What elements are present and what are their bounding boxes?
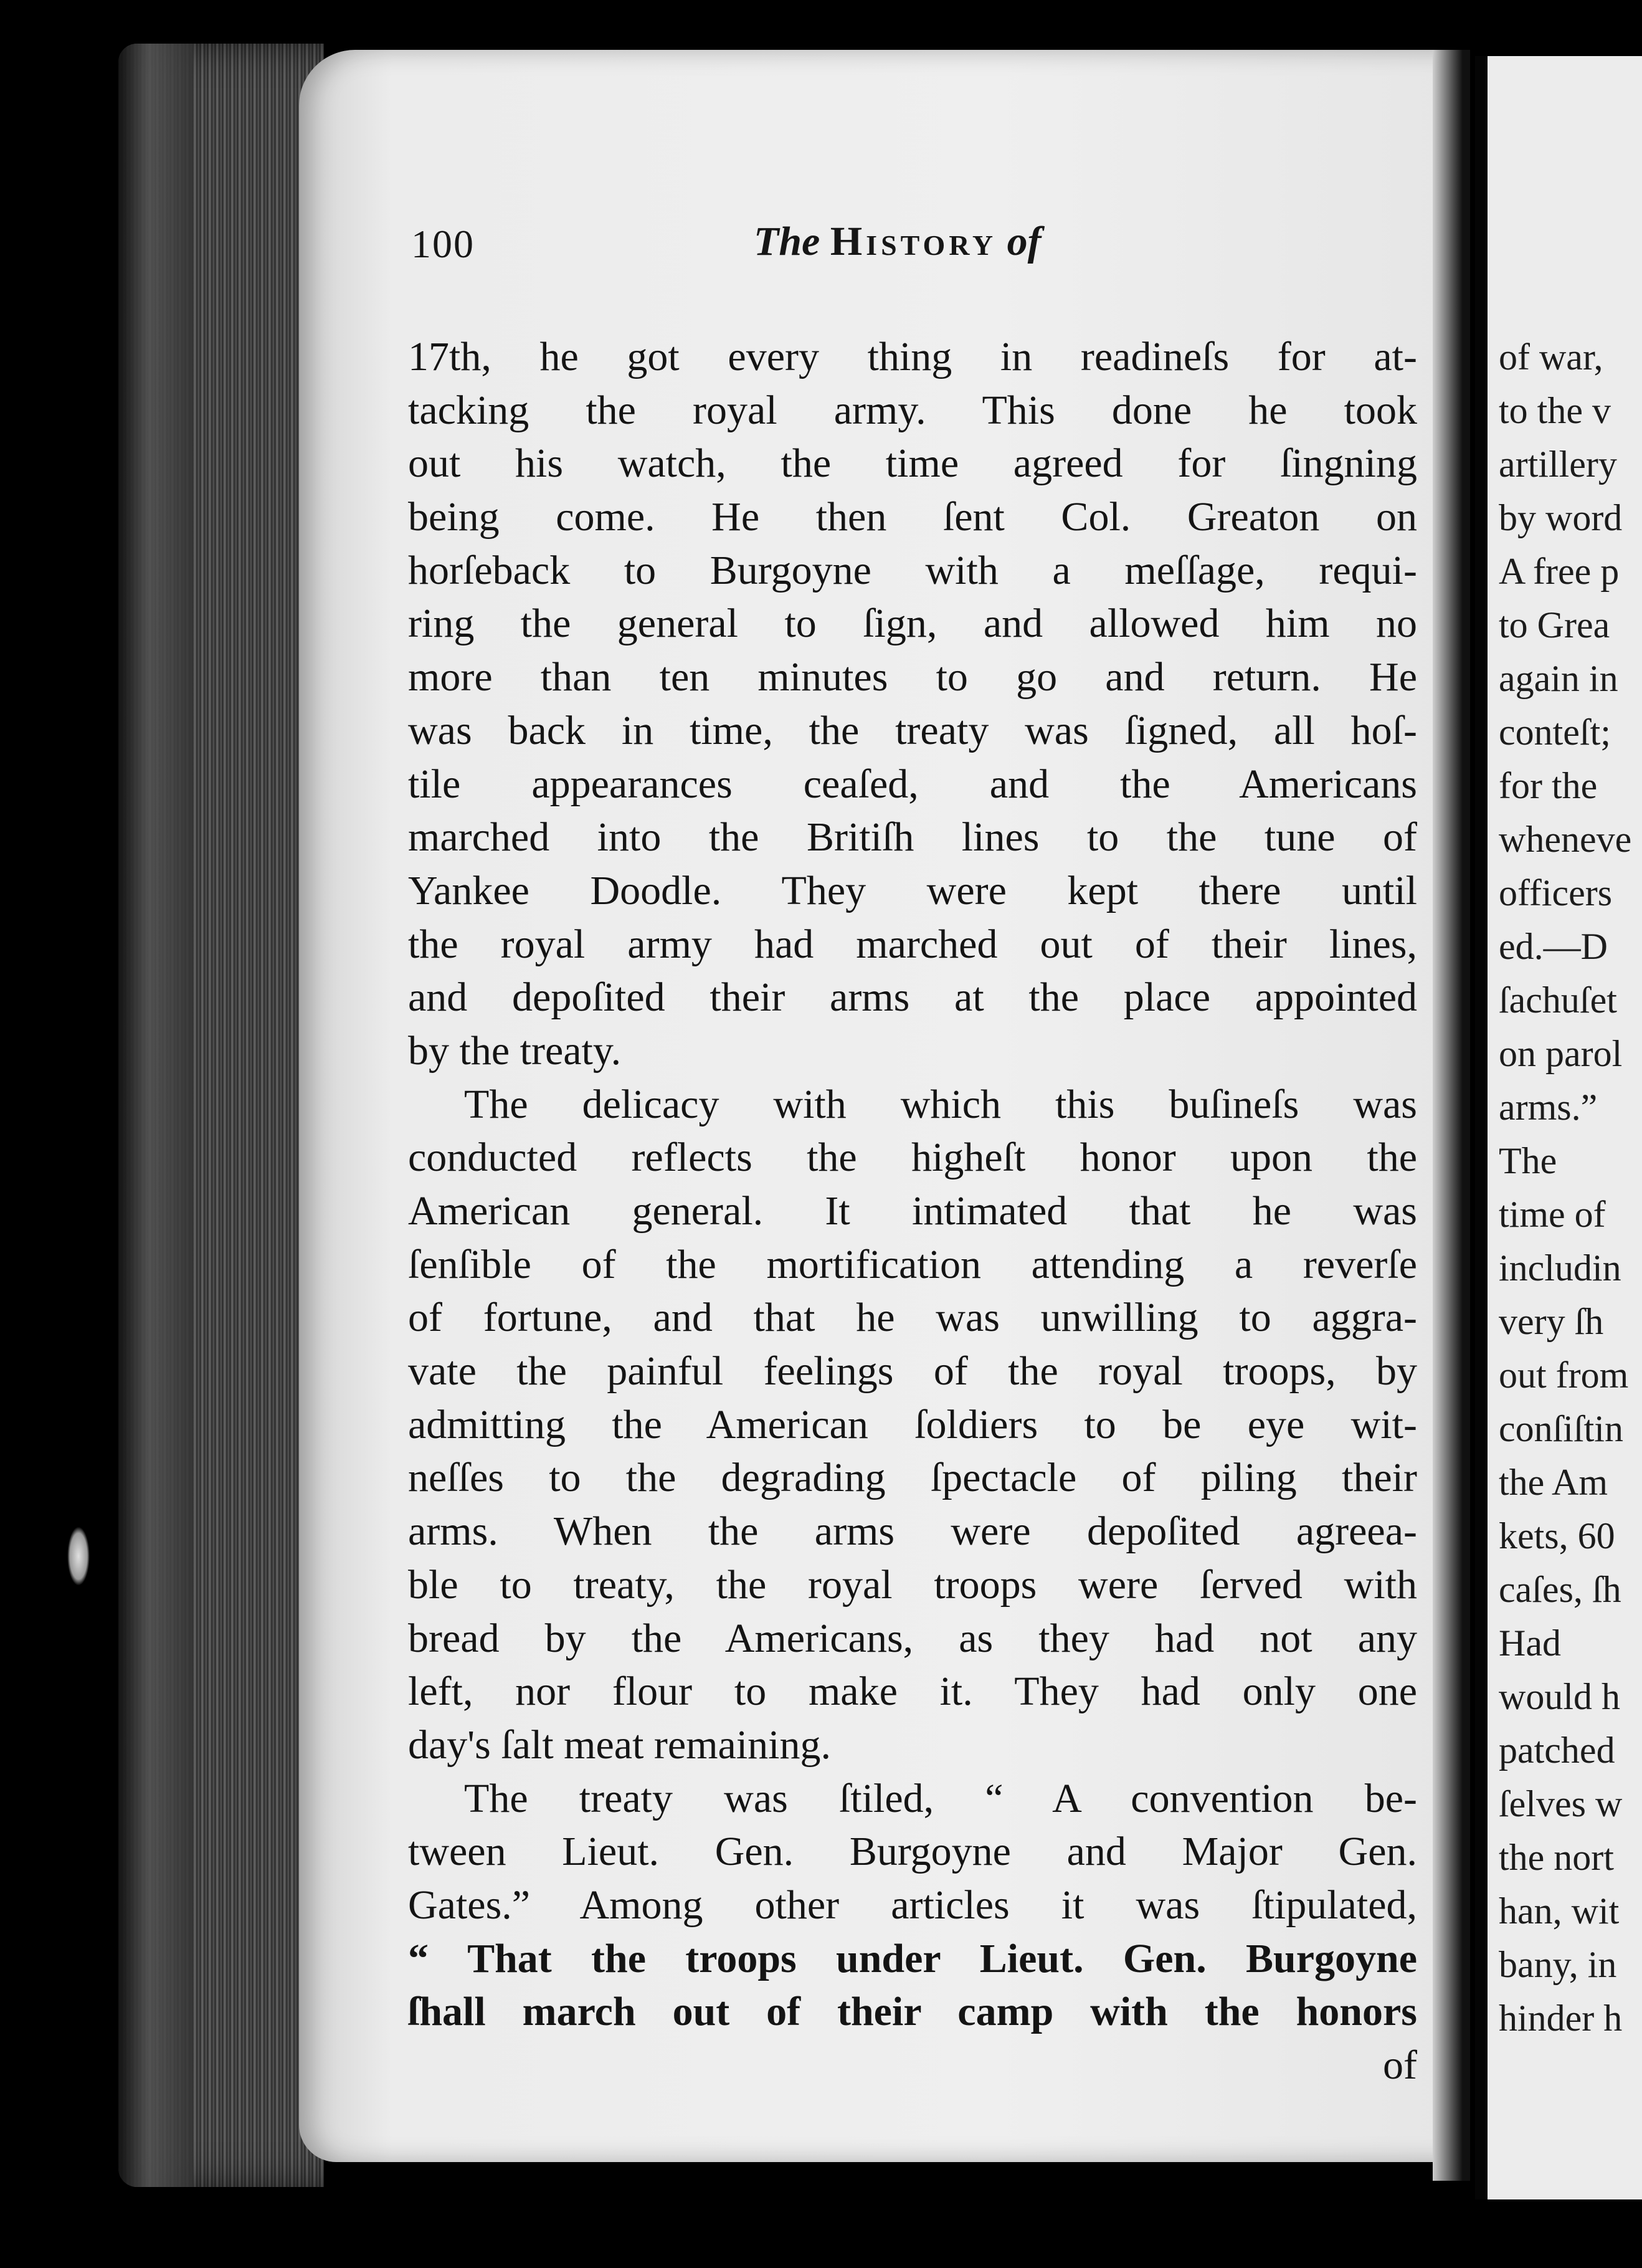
facing-text-line: again in bbox=[1499, 658, 1618, 699]
facing-text-line: by word bbox=[1499, 497, 1623, 538]
book-spine-shadow bbox=[118, 44, 193, 2187]
facing-text-line: The bbox=[1499, 1140, 1557, 1181]
facing-text-line: Had bbox=[1499, 1622, 1561, 1664]
text-line: was back in time, the treaty was ſigned, all hoſ- bbox=[408, 707, 1417, 753]
facing-page-text bbox=[1499, 330, 1642, 2045]
facing-text-line: caſes, ſh bbox=[1499, 1569, 1621, 1610]
facing-text-line: ſelves w bbox=[1499, 1783, 1623, 1824]
text-line: and depoſited their arms at the place appointed bbox=[408, 974, 1417, 1021]
facing-text-line: on parol bbox=[1499, 1033, 1623, 1074]
body-text bbox=[408, 330, 1417, 2092]
facing-text-line: would h bbox=[1499, 1676, 1620, 1717]
text-line: tween Lieut. Gen. Burgoyne and Major Gen. bbox=[408, 1829, 1417, 1875]
page-gutter bbox=[1433, 50, 1470, 2181]
facing-text-line: ed.—D bbox=[1499, 926, 1608, 967]
facing-text-line: for the bbox=[1499, 765, 1598, 806]
facing-text-line: to Grea bbox=[1499, 604, 1610, 646]
catchword: of bbox=[1383, 2042, 1417, 2088]
text-line: Yankee Doodle. They were kept there until bbox=[408, 867, 1417, 913]
facing-text-line: hinder h bbox=[1499, 1998, 1623, 2039]
facing-text-line: han, wit bbox=[1499, 1890, 1620, 1932]
text-line: bread by the Americans, as they had not any bbox=[408, 1615, 1417, 1661]
text-line: vate the painful feelings of the royal troops, by bbox=[408, 1348, 1417, 1394]
facing-text-line: to the v bbox=[1499, 390, 1611, 431]
text-line: more than ten minutes to go and return. He bbox=[408, 654, 1417, 700]
facing-text-line: officers bbox=[1499, 872, 1613, 913]
text-line: admitting the American ſoldiers to be eye wit- bbox=[408, 1401, 1417, 1447]
facing-text-line: time of bbox=[1499, 1194, 1606, 1235]
facing-text-line: of war, bbox=[1499, 336, 1603, 378]
facing-text-line: bany, in bbox=[1499, 1944, 1617, 1985]
running-title-of: of bbox=[1007, 219, 1042, 264]
facing-text-line: very ſh bbox=[1499, 1301, 1604, 1342]
facing-text-line: includin bbox=[1499, 1247, 1621, 1289]
facing-text-line: conſiſtin bbox=[1499, 1408, 1623, 1449]
facing-text-line: A free p bbox=[1499, 551, 1620, 592]
text-line: ſenſible of the mortification attending a reverſe bbox=[408, 1241, 1417, 1287]
text-line: by the treaty. bbox=[408, 1027, 622, 1074]
text-line: left, nor flour to make it. They had only one bbox=[408, 1669, 1417, 1715]
text-line: 17th, he got every thing in readineſs for at- bbox=[408, 334, 1417, 379]
facing-text-line: artillery bbox=[1499, 444, 1617, 485]
running-title-the: The bbox=[754, 219, 820, 264]
page-number: 100 bbox=[411, 222, 475, 266]
text-line: The treaty was ſtiled, “ A convention be- bbox=[464, 1775, 1417, 1821]
text-line: out his watch, the time agreed for ſingning bbox=[408, 441, 1417, 487]
text-line: marched into the Britiſh lines to the tune of bbox=[408, 814, 1417, 860]
text-line: The delicacy with which this buſineſs was bbox=[464, 1081, 1417, 1127]
page-header bbox=[411, 221, 1408, 290]
text-line: ble to treaty, the royal troops were ſerved with bbox=[408, 1561, 1417, 1608]
text-line: the royal army had marched out of their lines, bbox=[408, 921, 1417, 967]
text-line: neſſes to the degrading ſpectacle of piling their bbox=[408, 1455, 1417, 1501]
text-line: arms. When the arms were depoſited agreea- bbox=[408, 1508, 1417, 1555]
text-line: Gates.” Among other articles it was ſtipulated, bbox=[408, 1882, 1417, 1928]
text-line: ſhall march out of their camp with the honors bbox=[408, 1989, 1417, 2035]
text-line: tile appearances ceaſed, and the Americans bbox=[408, 761, 1417, 807]
text-line: conducted reflects the higheſt honor upon the bbox=[408, 1135, 1417, 1181]
facing-text-line: the nort bbox=[1499, 1837, 1614, 1878]
facing-text-line: kets, 60 bbox=[1499, 1515, 1615, 1556]
facing-text-line: wheneve bbox=[1499, 819, 1632, 860]
text-line: horſeback to Burgoyne with a meſſage, requi- bbox=[408, 547, 1417, 593]
scan-speck bbox=[67, 1527, 90, 1586]
text-line: of fortune, and that he was unwilling to aggra- bbox=[408, 1295, 1417, 1341]
running-title-history: History bbox=[830, 219, 997, 264]
text-line: day's ſalt meat remaining. bbox=[408, 1722, 832, 1768]
text-line: ring the general to ſign, and allowed him no bbox=[408, 601, 1417, 647]
facing-text-line: conteſt; bbox=[1499, 712, 1611, 753]
facing-text-line: out from bbox=[1499, 1355, 1629, 1396]
text-line: American general. It intimated that he was bbox=[408, 1188, 1417, 1234]
running-title bbox=[754, 218, 1042, 265]
text-line: tacking the royal army. This done he took bbox=[408, 387, 1417, 433]
facing-text-line: ſachuſet bbox=[1499, 979, 1617, 1021]
facing-text-line: the Am bbox=[1499, 1462, 1608, 1503]
facing-page bbox=[1475, 56, 1642, 2199]
text-line: being come. He then ſent Col. Greaton on bbox=[408, 494, 1417, 540]
facing-text-line: arms.” bbox=[1499, 1087, 1598, 1128]
text-line: “ That the troops under Lieut. Gen. Burgoyne bbox=[408, 1935, 1417, 1981]
facing-text-line: patched bbox=[1499, 1730, 1615, 1771]
